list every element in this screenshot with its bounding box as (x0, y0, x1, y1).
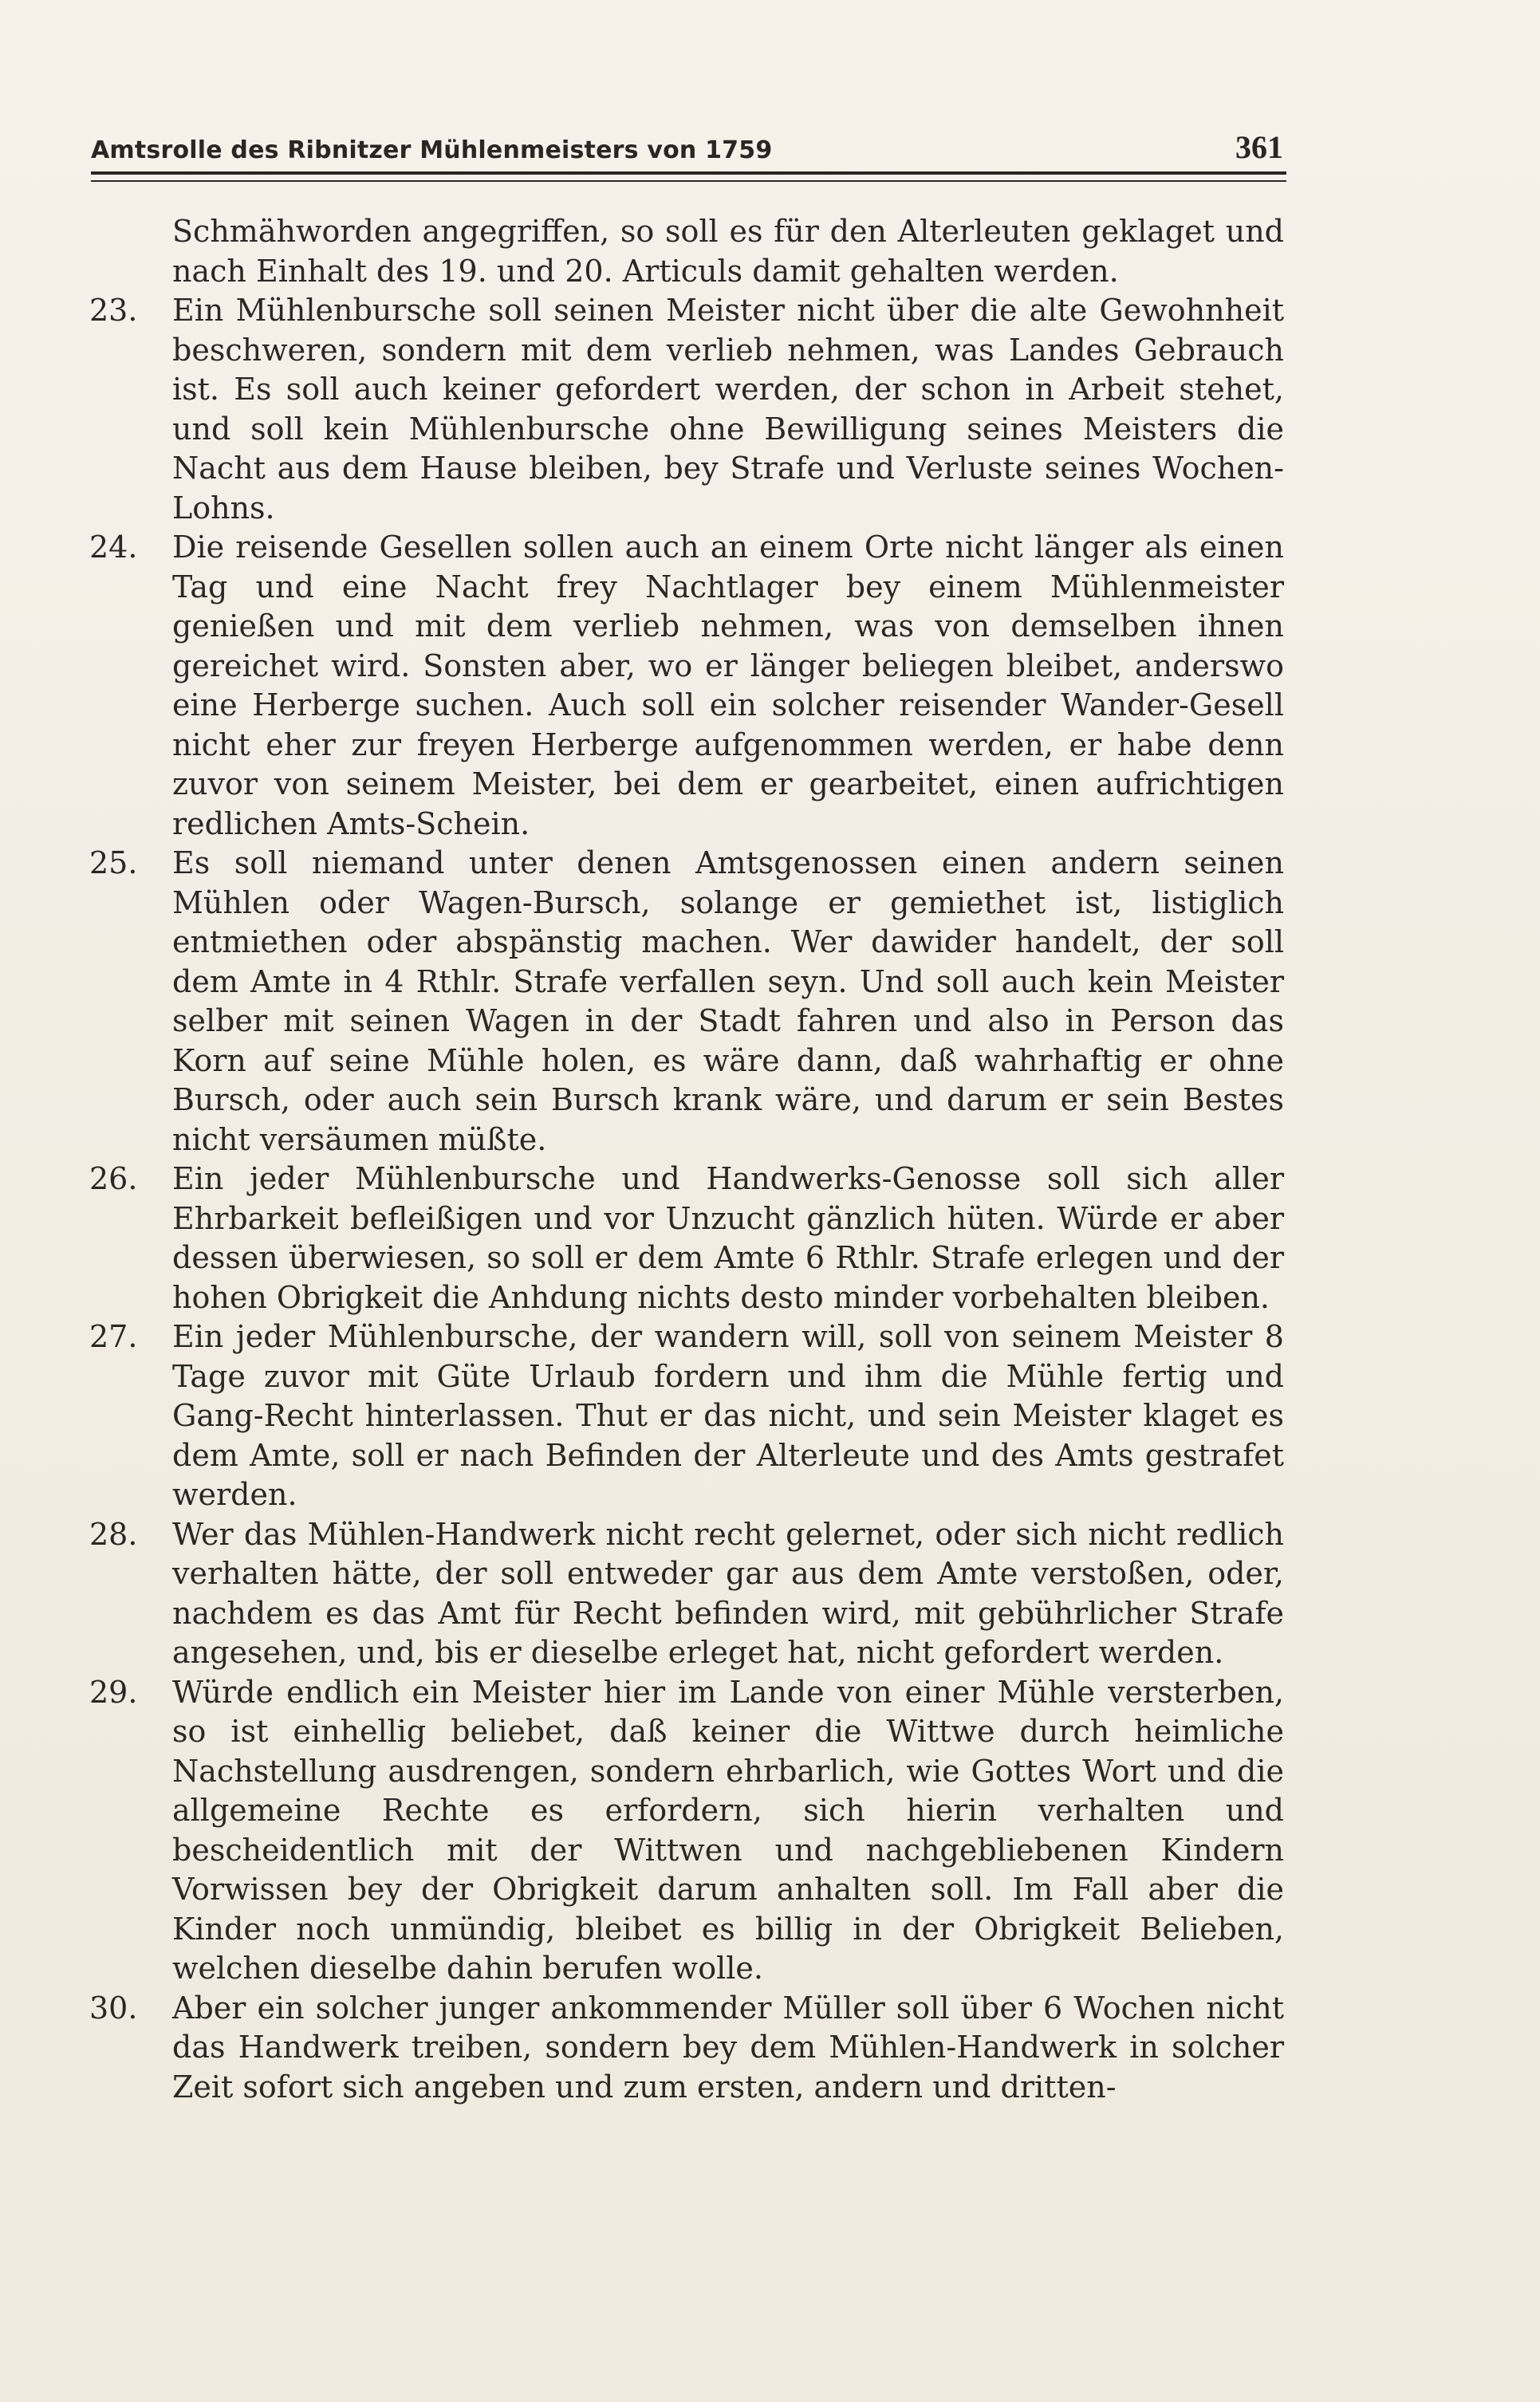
paragraph-number: 29. (89, 1674, 138, 1710)
paragraph-28 (89, 1515, 1284, 1673)
paragraph-number: 30. (89, 1990, 138, 2026)
paragraph-text: Aber ein solcher junger ankommender Müller soll über 6 Wochen nicht das Handwerk treiben, sondern bey dem Mühlen-Handwerk in solcher Zeit sofort sich angeben und zum ersten, andern und dritten- (172, 1990, 1284, 2105)
header-rule-thick (91, 171, 1286, 175)
paragraph-text: Wer das Mühlen-Handwerk nicht recht gelernet, oder sich nicht redlich verhalten hätte, der soll entweder gar aus dem Amte verstoßen, oder, nachdem es das Amt für Recht befinden wird, mit gebührlicher Strafe angesehen, und, bis er dieselbe erleget hat, nicht gefordert werden. (172, 1516, 1284, 1670)
paragraph-text: Ein jeder Mühlenbursche und Handwerks-Genosse soll sich aller Ehrbarkeit befleißigen und vor Unzucht gänzlich hüten. Würde er aber dessen überwiesen, so soll er dem Amte 6 Rthlr. Strafe erlegen und der hohen Obrigkeit die Anhdung nichts desto minder vorbehalten bleiben. (172, 1161, 1284, 1315)
header-rule-thin (91, 180, 1286, 182)
paragraph-number: 24. (89, 530, 138, 565)
paragraph-26 (89, 1160, 1284, 1317)
paragraph-text: Es soll niemand unter denen Amtsgenossen einen andern seinen Mühlen oder Wagen-Bursch, solange er gemiethet ist, listiglich entmiethen oder abspänstig machen. Wer dawider handelt, der soll dem Amte in 4 Rthlr. Strafe verfallen seyn. Und soll auch kein Meister selber mit seinen Wagen in der Stadt fahren und also in Person das Korn auf seine Mühle holen, es wäre dann, daß wahrhaftig er ohne Bursch, oder auch sein Bursch krank wäre, und darum er sein Bestes nicht versäumen müßte. (172, 845, 1284, 1157)
paragraph-27 (89, 1317, 1284, 1515)
paragraph-number: 26. (89, 1161, 138, 1196)
paragraph-number: 27. (89, 1319, 138, 1354)
paragraph-number: 23. (89, 293, 138, 328)
paragraph-24 (89, 528, 1284, 844)
paragraph-text: Würde endlich ein Meister hier im Lande von einer Mühle versterben, so ist einhellig beliebet, daß keiner die Wittwe durch heimliche Nachstellung ausdrengen, sondern ehrbarlich, wie Gottes Wort und die allgemeine Rechte es erfordern, sich hierin verhalten und bescheidentlich mit der Wittwen und nachgebliebenen Kindern Vorwissen bey der Obrigkeit darum anhalten soll. Im Fall aber die Kinder noch unmündig, bleibet es billig in der Obrigkeit Belieben, welchen dieselbe dahin berufen wolle. (172, 1674, 1284, 1986)
running-title: Amtsrolle des Ribnitzer Mühlenmeisters von 1759 (91, 136, 773, 164)
paragraph-number: 28. (89, 1516, 138, 1552)
body-text (89, 212, 1284, 2107)
paragraph-text: Schmähworden angegriffen, so soll es für den Alterleuten geklaget und nach Einhalt des 19. und 20. Articuls damit gehalten werden. (172, 214, 1284, 289)
paragraph-text: Ein Mühlenbursche soll seinen Meister nicht über die alte Gewohnheit beschweren, sondern mit dem verlieb nehmen, was Landes Gebrauch ist. Es soll auch keiner gefordert werden, der schon in Arbeit stehet, und soll kein Mühlenbursche ohne Bewilligung seines Meisters die Nacht aus dem Hause bleiben, bey Strafe und Verluste seines Wochen-Lohns. (172, 293, 1284, 526)
page-number: 361 (1235, 129, 1283, 165)
paragraph-number: 25. (89, 845, 138, 880)
paragraph-23 (89, 291, 1284, 528)
paragraph-text: Die reisende Gesellen sollen auch an einem Orte nicht länger als einen Tag und eine Nacht frey Nachtlager bey einem Mühlenmeister genießen und mit dem verlieb nehmen, was von demselben ihnen gereichet wird. Sonsten aber, wo er länger beliegen bleibet, anderswo eine Herberge suchen. Auch soll ein solcher reisender Wander-Gesell nicht eher zur freyen Herberge aufgenommen werden, er habe denn zuvor von seinem Meister, bei dem er gearbeitet, einen aufrichtigen redlichen Amts-Schein. (172, 530, 1284, 841)
running-head (91, 118, 1286, 174)
paragraph-25 (89, 844, 1284, 1160)
paragraph-29 (89, 1673, 1284, 1989)
paragraph-text: Ein jeder Mühlenbursche, der wandern will, soll von seinem Meister 8 Tage zuvor mit Güte Urlaub fordern und ihm die Mühle fertig und Gang-Recht hinterlassen. Thut er das nicht, und sein Meister klaget es dem Amte, soll er nach Befinden der Alterleute und des Amts gestrafet werden. (172, 1319, 1284, 1512)
paragraph-continuation (89, 212, 1284, 291)
paragraph-30 (89, 1989, 1284, 2108)
